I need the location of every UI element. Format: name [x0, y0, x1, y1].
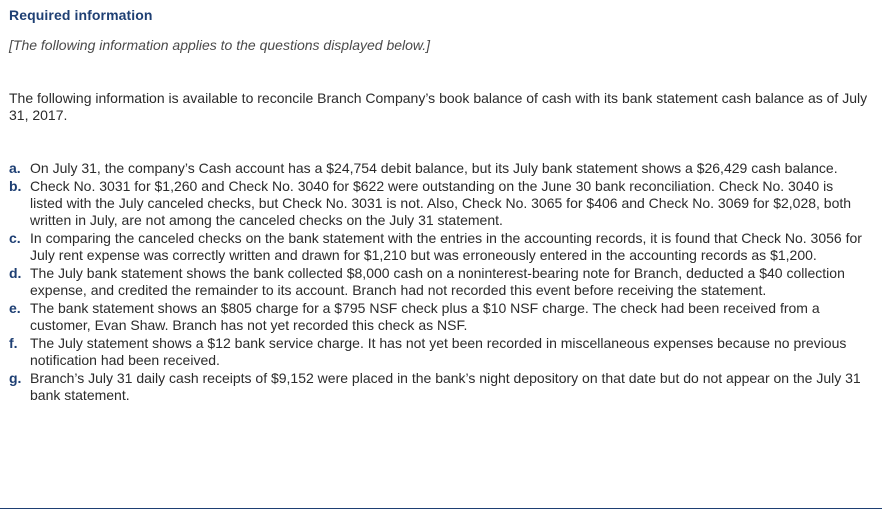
item-marker: e.	[9, 300, 21, 316]
item-text: The July statement shows a $12 bank service charge. It has not yet been recorded in miscellaneous expenses because no previous notification had been received.	[30, 335, 847, 368]
applies-note: [The following information applies to the questions displayed below.]	[9, 37, 431, 53]
item-marker: b.	[9, 178, 22, 194]
intro-paragraph: The following information is available to reconcile Branch Company’s book balance of cash with its bank statement cash balance as of July 31, 2017.	[9, 90, 868, 123]
list-item	[9, 230, 869, 264]
item-text: The July bank statement shows the bank collected $8,000 cash on a noninterest-bearing note for Branch, deducted a $40 collection expense, and credited the remainder to its account. Branch had not recorded this event before receiving the statement.	[30, 265, 845, 298]
list-item	[9, 370, 869, 404]
list-item	[9, 335, 869, 369]
item-text: Branch’s July 31 daily cash receipts of $9,152 were placed in the bank’s night depository on that date but do not appear on the July 31 bank statement.	[30, 370, 861, 403]
item-text: On July 31, the company’s Cash account has a $24,754 debit balance, but its July bank statement shows a $26,429 cash balance.	[30, 160, 838, 176]
item-text: The bank statement shows an $805 charge for a $795 NSF check plus a $10 NSF charge. The check had been received from a customer, Evan Shaw. Branch has not yet recorded this check as NSF.	[30, 300, 820, 333]
item-marker: d.	[9, 265, 22, 281]
item-marker: g.	[9, 370, 22, 386]
item-marker: f.	[9, 335, 18, 351]
item-marker: a.	[9, 160, 21, 176]
list-item	[9, 160, 869, 177]
item-marker: c.	[9, 230, 21, 246]
list-item	[9, 300, 869, 334]
list-item	[9, 265, 869, 299]
item-text: In comparing the canceled checks on the bank statement with the entries in the accounting records, it is found that Check No. 3056 for July rent expense was correctly written and drawn for $1,210 but was erroneously entered in the accounting records as $1,200.	[30, 230, 862, 263]
information-list	[9, 160, 869, 405]
item-text: Check No. 3031 for $1,260 and Check No. 3040 for $622 were outstanding on the June 30 bank reconciliation. Check No. 3040 is listed with the July canceled checks, but Check No. 3031 is not. Also, Check No. 3065 for $406 and Check No. 3069 for $2,028, both written in July, are not among the canceled checks on the July 31 statement.	[30, 178, 852, 228]
list-item	[9, 178, 869, 229]
bottom-divider	[0, 508, 882, 509]
panel-heading: Required information	[9, 7, 153, 23]
